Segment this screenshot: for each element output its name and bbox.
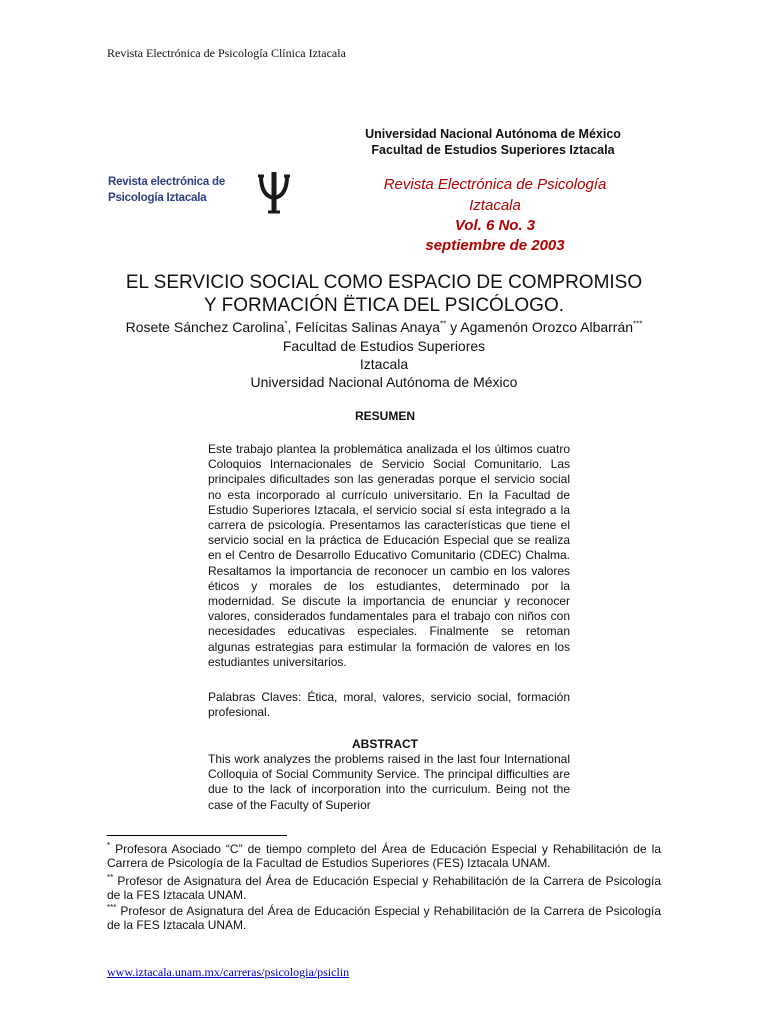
journal-url-link[interactable]: www.iztacala.unam.mx/carreras/psicologia/psiclin <box>107 965 350 979</box>
faculty-name: Facultad de Estudios Superiores Iztacala <box>371 143 615 157</box>
resumen-text <box>208 442 570 670</box>
article-title-line-1: EL SERVICIO SOCIAL COMO ESPACIO DE COMPROMISO <box>125 272 643 293</box>
footnote <box>107 874 661 902</box>
author-separator: , <box>287 319 296 335</box>
resumen-paragraph: Este trabajo plantea la problemática analizada el los últimos cuatro Coloquios Internacionales de Servicio Social Comunitario. Las principales dificultades son las generadas porque el servicio social no esta incorporado al currículo universitario. En la Facultad de Estudio Superiores Iztacala, el servicio social sí esta integrado a la carrera de psicología. Presentamos las características que tiene el servicio social en la práctica de Educación Especial que se realiza en el Centro de Desarrollo Educativo Comunitario (CDEC) Chalma. Resaltamos la importancia de reconocer un cambio en los valores éticos y morales de los estudiantes, determinado por la modernidad. Se discute la importancia de enunciar y reconocer valores, considerados fundamentales para el trabajo con niños con necesidades educativas especiales. Finalmente se retoman algunas estrategias para estimular la formación de valores en los estudiantes universitarios. <box>208 442 570 669</box>
footnote-text: Profesor de Asignatura del Área de Educación Especial y Rehabilitación de la Carrera de Psicología de la FES Iztacala UNAM. <box>107 904 661 932</box>
abstract-text <box>208 752 570 813</box>
footnote-divider <box>107 835 287 836</box>
footnote-text: Profesor de Asignatura del Área de Educación Especial y Rehabilitación de la Carrera de Psicología de la FES Iztacala UNAM. <box>107 874 661 902</box>
journal-volume: Vol. 6 No. 3 <box>454 217 536 234</box>
resumen-heading: RESUMEN <box>354 409 415 423</box>
abstract-paragraph: This work analyzes the problems raised in the last four International Colloquia of Social Community Service. The principal difficulties are due to the lack of incorporation into the curriculum. Being not the case of the Faculty of Superior <box>208 752 570 812</box>
article-title-line-2: Y FORMACIÓN ËTICA DEL PSICÓLOGO. <box>203 295 565 316</box>
affiliation-line-3: Universidad Nacional Autónoma de México <box>250 374 518 390</box>
keywords-paragraph: Palabras Claves: Ética, moral, valores, servicio social, formación profesional. <box>208 690 570 720</box>
author-list <box>60 319 708 335</box>
journal-name-cont: Iztacala <box>469 197 521 214</box>
author-name: Agamenón Orozco Albarrán <box>460 319 634 335</box>
psi-logo-icon <box>257 168 291 216</box>
footnote-mark: ** <box>107 873 114 882</box>
footnote <box>107 842 661 870</box>
author-separator: y <box>446 319 461 335</box>
footnote-mark: ** <box>440 319 447 329</box>
logo-text-line-2: Psicología Iztacala <box>108 192 207 204</box>
affiliation-line-1: Facultad de Estudios Superiores <box>282 338 486 354</box>
logo-text-line-1: Revista electrónica de <box>108 176 226 188</box>
author-name: Rosete Sánchez Carolina <box>125 319 285 335</box>
keywords <box>208 690 570 720</box>
institution-name: Universidad Nacional Autónoma de México <box>365 127 621 141</box>
journal-date: septiembre de 2003 <box>425 237 565 254</box>
footnote-mark: *** <box>107 903 117 912</box>
abstract-heading: ABSTRACT <box>352 737 418 751</box>
footnote-mark: * <box>284 319 288 329</box>
footnote <box>107 904 661 932</box>
footnote-mark: *** <box>633 319 643 329</box>
running-header: Revista Electrónica de Psicología Clínica Iztacala <box>107 46 346 60</box>
footnote-text: Profesora Asociado “C” de tiempo completo del Área de Educación Especial y Rehabilitación de la Carrera de Psicología de la Facultad de Estudios Superiores (FES) Iztacala UNAM. <box>107 842 661 870</box>
affiliation-line-2: Iztacala <box>359 356 409 372</box>
footnote-mark: * <box>107 841 111 850</box>
journal-logo <box>108 166 308 216</box>
journal-name: Revista Electrónica de Psicología <box>383 176 607 193</box>
author-name: Felícitas Salinas Anaya <box>295 319 441 335</box>
